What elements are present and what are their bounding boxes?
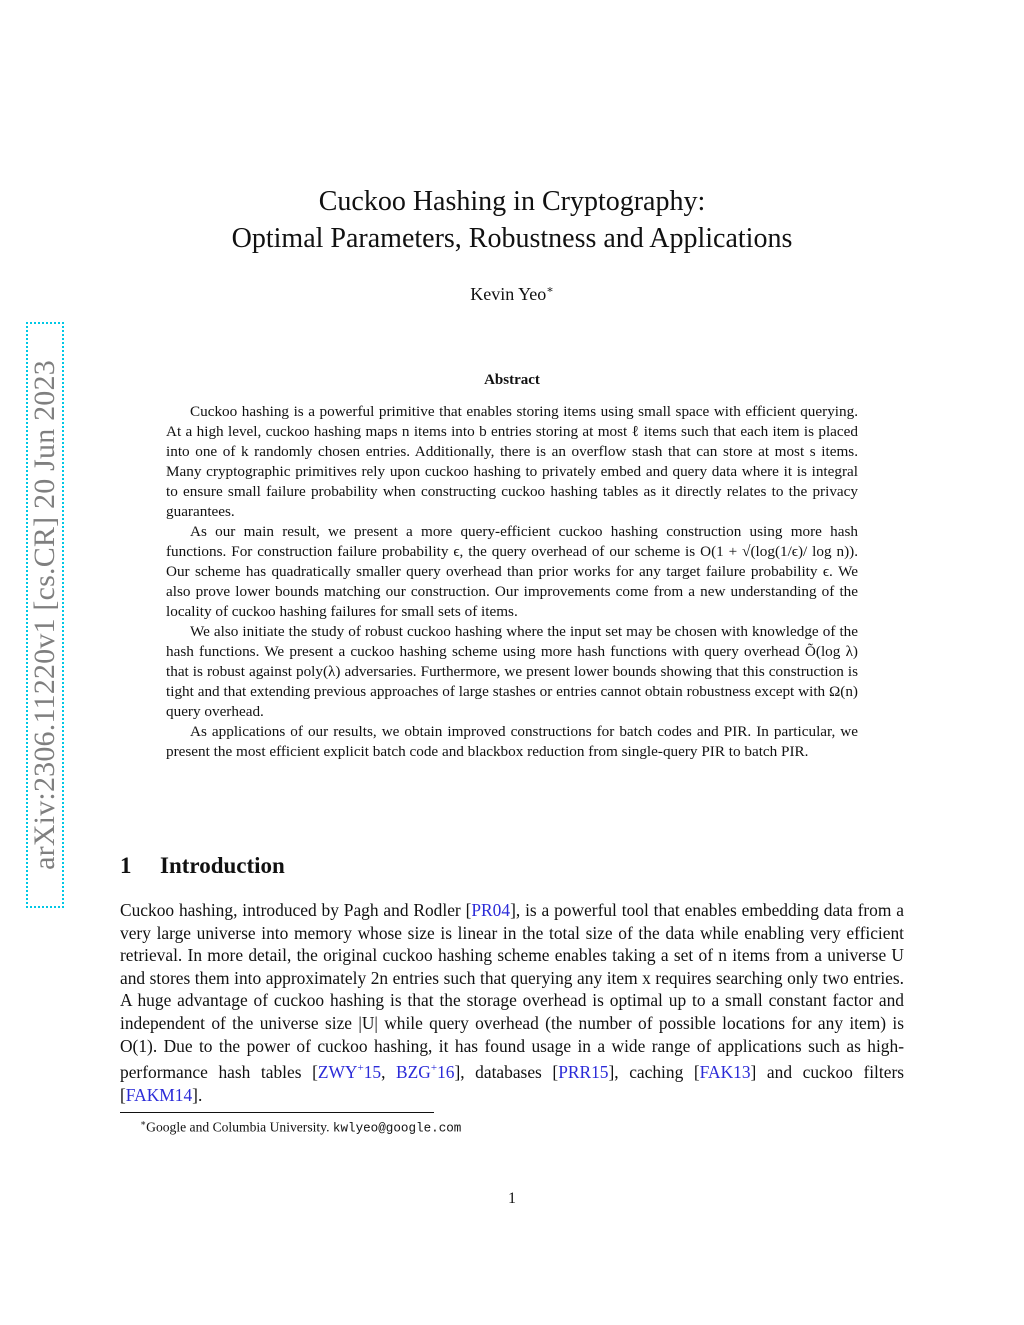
footnote-mark: ∗ [140,1118,147,1128]
abstract-body [166,402,858,762]
citation-link[interactable]: FAKM14 [125,1084,193,1105]
introduction-body [120,899,904,1106]
citation-year: 15 [363,1061,382,1082]
introduction-paragraph [120,899,904,1106]
intro-text: , [381,1061,397,1082]
abstract-heading: Abstract [484,372,540,388]
footnote [140,1118,461,1136]
citation-link[interactable]: FAK13 [699,1061,751,1082]
footnote-text: Google and Columbia University. [146,1119,333,1135]
citation-link[interactable]: PRR15 [558,1061,609,1082]
arxiv-identifier-stamp[interactable] [26,322,64,908]
section-number: 1 [120,853,132,878]
intro-text: ], databases [ [454,1061,559,1082]
abstract-paragraph: Cuckoo hashing is a powerful primitive that enables storing items using small space with efficient querying. At a high level, cuckoo hashing maps n items into b entries storing at most ℓ items such that each item is placed into one of k randomly chosen entries. Additionally, there is an overflow stash that can store at most s items. Many cryptographic primitives rely upon cuckoo hashing to privately embed and query data where it is integral to ensure small failure probability when constructing cuckoo hashing tables as it directly relates to the privacy guarantees. [166,403,858,520]
paper-title-line-1: Cuckoo Hashing in Cryptography: [318,186,706,217]
section-heading [120,853,285,879]
intro-text: ], is a powerful tool that enables embedding data from a very large universe into memory whose size is linear in the total size of the data while enabling very efficient retrieval. In more detail, the original cuckoo hashing scheme enables taking a set of n items from a universe U and stores them into approximately 2n entries such that querying any item x requires searching only two entries. A huge advantage of cuckoo hashing is that the storage overhead is optimal up to a small constant factor and independent of the universe size |U| while query overhead (the number of possible locations for any item) is O(1). Due to the power of cuckoo hashing, it has found usage in a wide range of applications such as high-performance hash tables [ [120,900,904,1082]
citation-year: 16 [437,1061,455,1082]
citation-superscript: + [357,1062,364,1075]
abstract-paragraph: We also initiate the study of robust cuckoo hashing where the input set may be chosen with knowledge of the hash functions. We present a cuckoo hashing scheme using more hash functions with query overhead Õ(log λ) that is robust against poly(λ) adversaries. Furthermore, we present lower bounds showing that this construction is tight and that extending previous approaches of large stashes or entries cannot obtain robustness except with Ω(n) query overhead. [166,623,858,720]
intro-text: ] and cuckoo filters [ [120,1061,905,1105]
arxiv-identifier-text: arXiv:2306.11220v1 [cs.CR] 20 Jun 2023 [28,360,61,870]
author-footnote-mark: ∗ [546,284,554,296]
author-email: kwlyeo@google.com [332,1121,462,1136]
citation-link[interactable] [318,1062,381,1082]
intro-text: ]. [192,1084,203,1105]
citation-superscript: + [430,1062,438,1075]
footnote-divider [120,1112,434,1113]
citation-link[interactable]: PR04 [471,900,511,920]
citation-link[interactable] [396,1062,454,1082]
abstract-paragraph: As applications of our results, we obtain improved constructions for batch codes and PIR. In particular, we present the most efficient explicit batch code and blackbox reduction from single-query PIR to batch PIR. [166,723,858,760]
citation-key: BZG [396,1061,431,1082]
intro-text: ], caching [ [608,1061,700,1082]
author-line [0,283,1024,305]
intro-text: Cuckoo hashing, introduced by Pagh and Rodler [ [120,900,472,920]
abstract-paragraph: As our main result, we present a more query-efficient cuckoo hashing construction using more hash functions. For construction failure probability ϵ, the query overhead of our scheme is O(1 + √(log(1/ϵ)/ log n)). Our scheme has quadratically smaller query overhead than prior works for any target failure probability ϵ. We also prove lower bounds matching our construction. Our improvements come from a new understanding of the locality of cuckoo hashing failures for small sets of items. [166,523,858,620]
paper-title-line-2: Optimal Parameters, Robustness and Applications [231,223,793,254]
page-number: 1 [508,1190,516,1207]
section-title: Introduction [160,853,285,878]
author-name: Kevin Yeo [470,284,547,304]
citation-key: ZWY [317,1061,358,1082]
